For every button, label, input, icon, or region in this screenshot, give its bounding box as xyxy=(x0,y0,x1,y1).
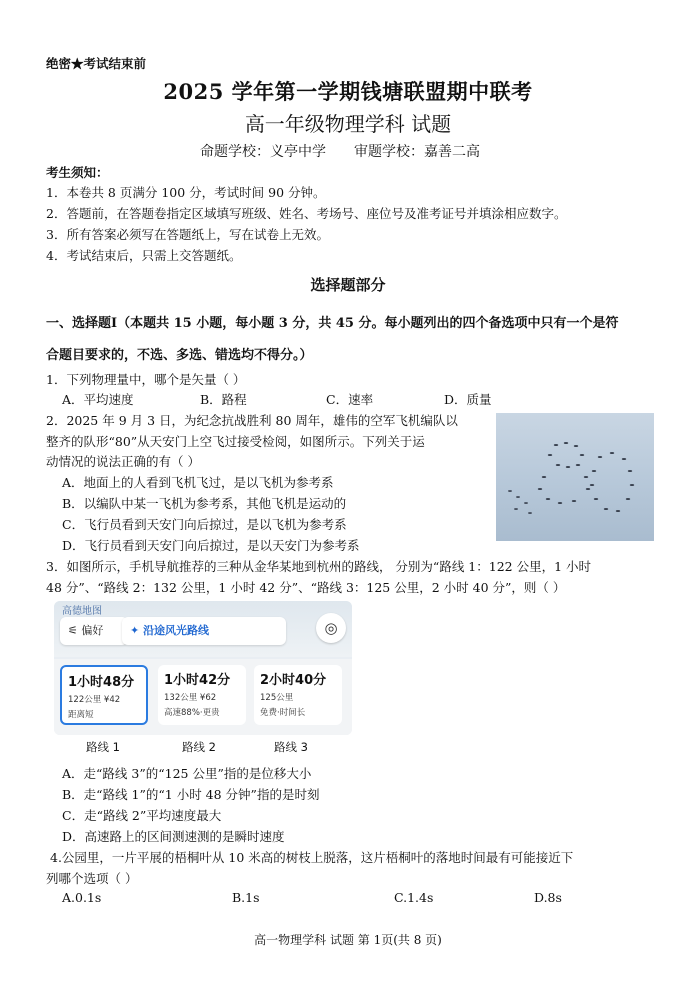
section-title: 选择题部分 xyxy=(310,276,386,294)
q4-option-c: C.1.4s xyxy=(394,890,434,905)
preference-button xyxy=(60,617,128,645)
page-footer: 高一物理学科 试题 第 1页(共 8 页) xyxy=(254,933,442,947)
map-brand: 高德地图 xyxy=(62,606,102,617)
route-tag: 免费·时间长 xyxy=(260,708,306,718)
preference-label: 偏好 xyxy=(81,624,104,637)
q1-option-a: A．平均速度 xyxy=(62,392,134,407)
exam-subtitle: 高一年级物理学科 试题 xyxy=(244,112,452,136)
map-area xyxy=(54,601,352,657)
q4-option-d: D.8s xyxy=(534,890,562,905)
q1-option-c: C．速率 xyxy=(326,392,374,407)
route-distance: 122公里 ¥42 xyxy=(68,695,121,705)
secret-label: 绝密★考试结束前 xyxy=(46,56,147,71)
notice-item: 3．所有答案必须写在答题纸上，写在试卷上无效。 xyxy=(46,227,329,242)
q1-option-b: B．路程 xyxy=(200,392,247,407)
q4-option-a: A.0.1s xyxy=(62,890,102,905)
route-cards xyxy=(54,659,352,735)
route-card-2 xyxy=(158,665,246,725)
route-distance: 125公里 xyxy=(260,693,294,703)
q3-option-a: A．走“路线 3”的“125 公里”指的是位移大小 xyxy=(62,766,312,781)
route-tag: 距离短 xyxy=(68,710,94,720)
scenic-route-label: 沿途风光路线 xyxy=(143,624,210,637)
route-label-2: 路线 2 xyxy=(182,740,216,754)
q2-option-c: C．飞行员看到天安门向后掠过，是以飞机为参考系 xyxy=(62,517,347,532)
notice-item: 2．答题前，在答题卷指定区域填写班级、姓名、考场号、座位号及准考证号并填涂相应数字。 xyxy=(46,206,567,221)
q2-stem-line: 动情况的说法正确的有（ ） xyxy=(46,454,200,469)
q2-stem-line: 2．2025 年 9 月 3 日，为纪念抗战胜利 80 周年，雄伟的空军飞机编队以 xyxy=(46,413,458,428)
route-distance: 132公里 ¥62 xyxy=(164,693,217,703)
q3-option-c: C．走“路线 2”平均速度最大 xyxy=(62,808,222,823)
sparkle-icon: ✦ xyxy=(130,624,140,637)
part-instructions-line1: 一、选择题Ⅰ（本题共 15 小题，每小题 3 分，共 45 分。每小题列出的四个备选项中只有一个是符 xyxy=(46,316,619,331)
q4-stem-line: 4.公园里，一片平展的梧桐叶从 10 米高的树枝上脱落，这片梧桐叶的落地时间最有可能接近下 xyxy=(50,850,574,865)
part-instructions-line2: 合题目要求的，不选、多选、错选均不得分。） xyxy=(46,348,313,363)
jet-formation-image xyxy=(496,413,654,541)
route-label-1: 路线 1 xyxy=(86,740,120,754)
route-card-3 xyxy=(254,665,342,725)
notice-item: 1．本卷共 8 页满分 100 分，考试时间 90 分钟。 xyxy=(46,185,326,200)
reviewer-school: 审题学校：嘉善二高 xyxy=(354,144,480,160)
route-card-1 xyxy=(60,665,148,725)
notice-title: 考生须知： xyxy=(46,165,109,180)
q3-stem-line: 3．如图所示，手机导航推荐的三种从金华某地到杭州的路线， 分别为“路线 1：122 公里，1 小时 xyxy=(46,559,592,574)
route-time: 1小时42分 xyxy=(164,673,231,688)
q1-stem: 1．下列物理量中，哪个是矢量（ ） xyxy=(46,372,246,387)
q1-option-d: D．质量 xyxy=(444,392,492,407)
route-tag: 高速88%·更贵 xyxy=(164,708,220,718)
q4-option-b: B.1s xyxy=(232,890,260,905)
exam-title: 2025 学年第一学期钱塘联盟期中联考 xyxy=(163,79,533,104)
navigation-app-screenshot xyxy=(54,601,352,735)
q2-stem-line: 整齐的队形“80”从天安门上空飞过接受检阅，如图所示。下列关于运 xyxy=(46,434,425,449)
q2-option-a: A．地面上的人看到飞机飞过，是以飞机为参考系 xyxy=(62,475,334,490)
q3-stem-line: 48 分”、“路线 2：132 公里，1 小时 42 分”、“路线 3：125 公里，2 小时 40 分”，则（ ） xyxy=(46,580,566,595)
school-info xyxy=(200,141,508,161)
notice-item: 4．考试结束后，只需上交答题纸。 xyxy=(46,248,242,263)
q3-option-d: D．高速路上的区间测速测的是瞬时速度 xyxy=(62,829,285,844)
airshow-photo xyxy=(496,413,654,541)
q4-stem-line: 列哪个选项（ ） xyxy=(46,871,138,886)
q2-option-b: B．以编队中某一飞机为参考系，其他飞机是运动的 xyxy=(62,496,347,511)
route-time: 2小时40分 xyxy=(260,673,327,688)
sliders-icon: ⚟ xyxy=(68,624,78,637)
q3-option-b: B．走“路线 1”的“1 小时 48 分钟”指的是时刻 xyxy=(62,787,320,802)
setter-school: 命题学校：义亭中学 xyxy=(200,144,326,160)
scenic-route-button xyxy=(122,617,286,645)
locate-icon: ◎ xyxy=(316,613,346,643)
q2-option-d: D．飞行员看到天安门向后掠过，是以天安门为参考系 xyxy=(62,538,360,553)
route-time: 1小时48分 xyxy=(68,675,135,690)
route-label-3: 路线 3 xyxy=(274,740,308,754)
